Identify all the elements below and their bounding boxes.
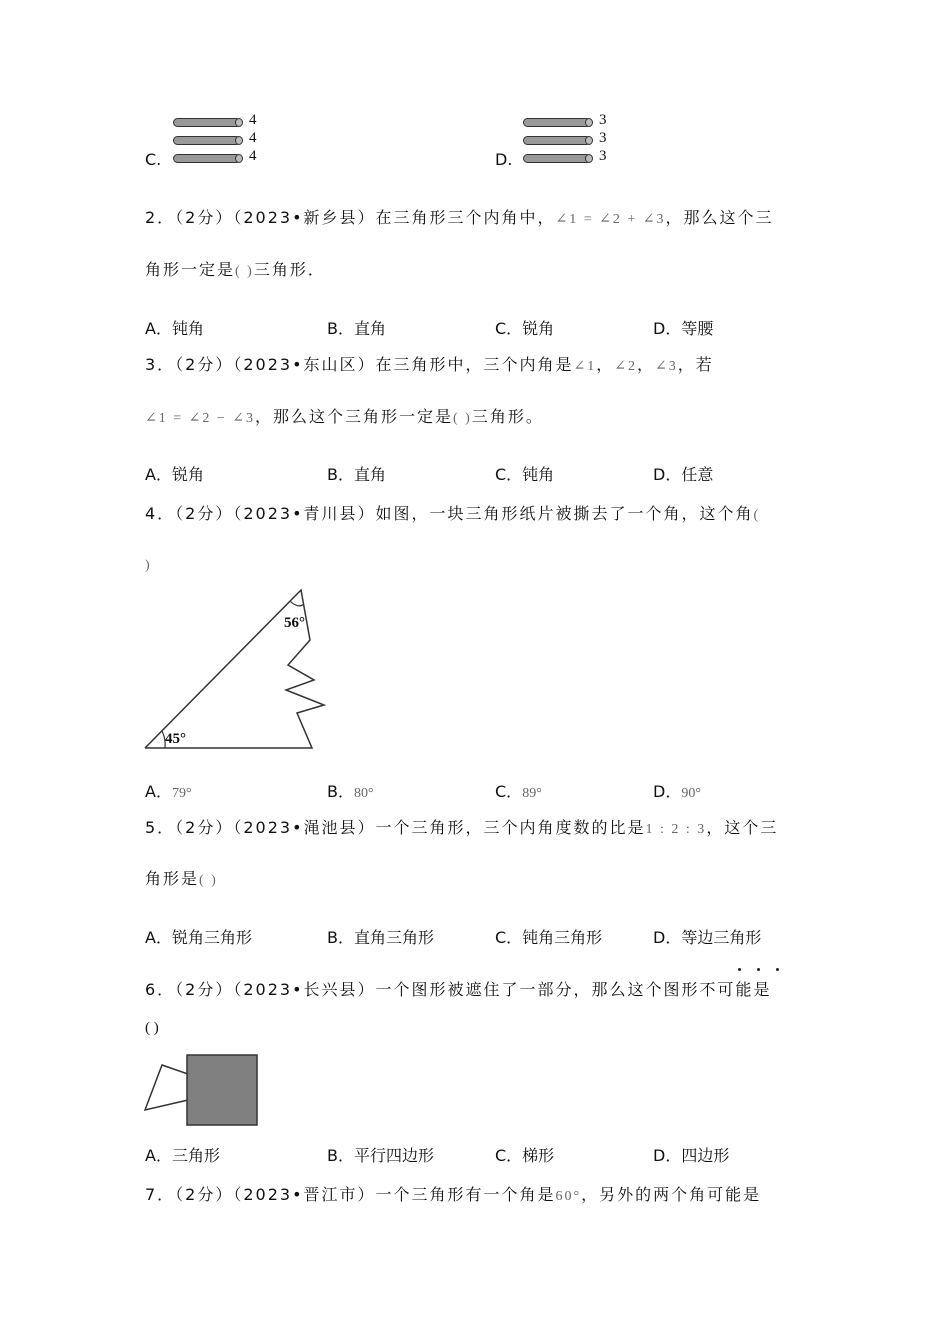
q5-option-a[interactable]: A．锐角三角形	[145, 928, 252, 947]
angle-top-label: 56°	[284, 615, 305, 631]
q1-option-d-label: D.	[495, 150, 513, 169]
q4-option-d[interactable]: D．90°	[653, 782, 701, 801]
torn-triangle-figure	[140, 585, 340, 757]
covered-shape-figure	[140, 1050, 265, 1128]
cover-square	[187, 1055, 257, 1125]
triangle-part	[145, 1065, 188, 1110]
q3-stem-line2: ∠1 = ∠2 − ∠3，那么这个三角形一定是( )三角形。	[145, 407, 544, 426]
q2-stem-line2: 角形一定是( )三角形．	[145, 260, 326, 279]
q4-paren-close: )	[145, 558, 150, 573]
q2-option-a[interactable]: A．钝角	[145, 319, 204, 338]
q3-option-c[interactable]: C．钝角	[495, 465, 555, 484]
q6-option-a[interactable]: A．三角形	[145, 1146, 220, 1165]
q3-stem: 3．（2分）（2023•东山区）在三角形中，三个内角是∠1，∠2，∠3，若	[145, 355, 714, 374]
q3-option-b[interactable]: B．直角	[327, 465, 386, 484]
q5-stem: 5．（2分）（2023•渑池县）一个三角形，三个内角度数的比是1 : 2 : 3，这个三	[145, 818, 779, 837]
q7-stem: 7．（2分）（2023•晋江市）一个三角形有一个角是60°，另外的两个角可能是	[145, 1185, 762, 1204]
q3-option-d[interactable]: D．任意	[653, 465, 714, 484]
q5-option-d[interactable]: D．等边三角形	[653, 928, 762, 947]
emphasis-dot	[757, 968, 760, 971]
angle-left-label: 45°	[165, 731, 186, 747]
q4-option-a[interactable]: A．79°	[145, 782, 192, 801]
q2-option-d[interactable]: D．等腰	[653, 319, 714, 338]
q2-stem: 2．（2分）（2023•新乡县）在三角形三个内角中，∠1 = ∠2 + ∠3，那么这个三	[145, 208, 774, 227]
q6-paren: ( )	[145, 1020, 159, 1036]
q6-option-b[interactable]: B．平行四边形	[327, 1146, 434, 1165]
q3-option-a[interactable]: A．锐角	[145, 465, 204, 484]
q5-option-b[interactable]: B．直角三角形	[327, 928, 434, 947]
q6-option-d[interactable]: D．四边形	[653, 1146, 730, 1165]
q2-option-b[interactable]: B．直角	[327, 319, 386, 338]
q2-option-c[interactable]: C．锐角	[495, 319, 555, 338]
emphasis-dot	[738, 968, 741, 971]
q4-option-c[interactable]: C．89°	[495, 782, 542, 801]
q4-option-b[interactable]: B．80°	[327, 782, 374, 801]
emphasis-dot	[776, 968, 779, 971]
q4-stem: 4．（2分）（2023•青川县）如图，一块三角形纸片被撕去了一个角，这个角(	[145, 504, 761, 523]
q6-option-c[interactable]: C．梯形	[495, 1146, 555, 1165]
q5-stem-line2: 角形是( )	[145, 869, 218, 888]
q6-stem: 6．（2分）（2023•长兴县）一个图形被遮住了一部分，那么这个图形不可能是	[145, 980, 772, 999]
q5-option-c[interactable]: C．钝角三角形	[495, 928, 603, 947]
q1-option-c-label: C.	[145, 150, 162, 169]
